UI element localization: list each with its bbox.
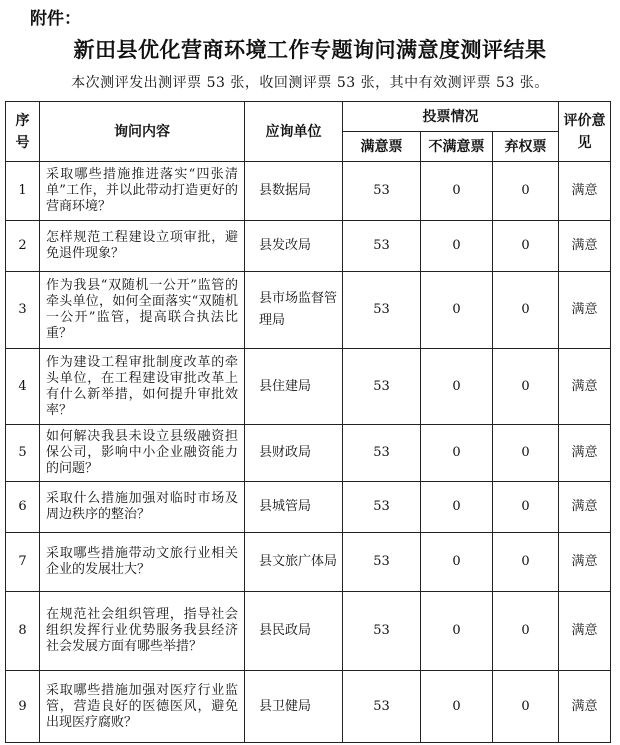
cell-satisfied: 53: [343, 162, 421, 221]
cell-content: 作为建设工程审批制度改革的牵头单位，在工程建设审批改革上有什么新举措，如何提升审批效率？: [40, 349, 245, 425]
header-unsatisfied: 不满意票: [421, 132, 493, 162]
cell-seq: 9: [6, 671, 40, 743]
cell-unit: 县市场监督管理局: [245, 272, 343, 349]
cell-unsatisfied: 0: [421, 533, 493, 592]
cell-unsatisfied: 0: [421, 162, 493, 221]
cell-abstain: 0: [493, 482, 559, 533]
cell-unit: 县发改局: [245, 221, 343, 272]
header-abstain: 弃权票: [493, 132, 559, 162]
cell-abstain: 0: [493, 349, 559, 425]
cell-unit: 县财政局: [245, 425, 343, 482]
cell-seq: 7: [6, 533, 40, 592]
cell-satisfied: 53: [343, 482, 421, 533]
table-row: [6, 349, 611, 425]
results-table: [5, 101, 611, 743]
cell-abstain: 0: [493, 671, 559, 743]
cell-content: 在规范社会组织管理，指导社会组织发挥行业优势服务我县经济社会发展方面有哪些举措？: [40, 592, 245, 671]
cell-opinion: 满意: [559, 671, 611, 743]
cell-satisfied: 53: [343, 272, 421, 349]
table-row: [6, 671, 611, 743]
cell-content: 如何解决我县未设立县级融资担保公司，影响中小企业融资能力的问题？: [40, 425, 245, 482]
attachment-label: 附件：: [30, 9, 81, 29]
cell-content: 怎样规范工程建设立项审批，避免退件现象？: [40, 221, 245, 272]
cell-abstain: 0: [493, 533, 559, 592]
cell-seq: 8: [6, 592, 40, 671]
cell-seq: 4: [6, 349, 40, 425]
table-row: [6, 482, 611, 533]
cell-unsatisfied: 0: [421, 592, 493, 671]
header-row-top: [6, 102, 611, 132]
cell-opinion: 满意: [559, 533, 611, 592]
cell-opinion: 满意: [559, 425, 611, 482]
header-opinion: 评价意见: [559, 102, 611, 162]
page-subtitle: 本次测评发出测评票 53 张，收回测评票 53 张，其中有效测评票 53 张。: [71, 75, 549, 91]
cell-unit: 县数据局: [245, 162, 343, 221]
cell-unit: 县卫健局: [245, 671, 343, 743]
cell-abstain: 0: [493, 272, 559, 349]
table-row: [6, 425, 611, 482]
cell-content: 采取哪些措施加强对医疗行业监管，营造良好的医德医风，避免出现医疗腐败？: [40, 671, 245, 743]
header-seq: 序号: [6, 102, 40, 162]
cell-unsatisfied: 0: [421, 671, 493, 743]
table-row: [6, 533, 611, 592]
cell-unit: 县文旅广体局: [245, 533, 343, 592]
cell-satisfied: 53: [343, 592, 421, 671]
cell-content: 采取什么措施加强对临时市场及周边秩序的整治？: [40, 482, 245, 533]
cell-content: 采取哪些措施推进落实“四张清单”工作，并以此带动打造更好的营商环境？: [40, 162, 245, 221]
table-body: [6, 162, 611, 743]
cell-unit: 县民政局: [245, 592, 343, 671]
cell-abstain: 0: [493, 162, 559, 221]
cell-opinion: 满意: [559, 482, 611, 533]
cell-unit: 县城管局: [245, 482, 343, 533]
cell-satisfied: 53: [343, 425, 421, 482]
cell-seq: 1: [6, 162, 40, 221]
cell-unsatisfied: 0: [421, 425, 493, 482]
header-unit: 应询单位: [245, 102, 343, 162]
cell-opinion: 满意: [559, 272, 611, 349]
cell-unsatisfied: 0: [421, 482, 493, 533]
cell-unsatisfied: 0: [421, 349, 493, 425]
table-row: [6, 221, 611, 272]
cell-unsatisfied: 0: [421, 272, 493, 349]
cell-seq: 6: [6, 482, 40, 533]
header-satisfied: 满意票: [343, 132, 421, 162]
header-votes: 投票情况: [343, 102, 559, 132]
cell-opinion: 满意: [559, 592, 611, 671]
cell-seq: 5: [6, 425, 40, 482]
cell-abstain: 0: [493, 221, 559, 272]
cell-seq: 2: [6, 221, 40, 272]
cell-opinion: 满意: [559, 162, 611, 221]
cell-unit: 县住建局: [245, 349, 343, 425]
cell-satisfied: 53: [343, 221, 421, 272]
cell-opinion: 满意: [559, 349, 611, 425]
cell-seq: 3: [6, 272, 40, 349]
cell-unsatisfied: 0: [421, 221, 493, 272]
cell-abstain: 0: [493, 425, 559, 482]
cell-satisfied: 53: [343, 533, 421, 592]
cell-satisfied: 53: [343, 349, 421, 425]
page-title: 新田县优化营商环境工作专题询问满意度测评结果: [73, 38, 547, 62]
cell-content: 采取哪些措施带动文旅行业相关企业的发展壮大？: [40, 533, 245, 592]
cell-abstain: 0: [493, 592, 559, 671]
cell-satisfied: 53: [343, 671, 421, 743]
cell-content: 作为我县“双随机一公开”监管的牵头单位，如何全面落实“双随机一公开”监管，提高联合执法比重？: [40, 272, 245, 349]
table-row: [6, 162, 611, 221]
table-row: [6, 592, 611, 671]
table-row: [6, 272, 611, 349]
header-content: 询问内容: [40, 102, 245, 162]
cell-opinion: 满意: [559, 221, 611, 272]
